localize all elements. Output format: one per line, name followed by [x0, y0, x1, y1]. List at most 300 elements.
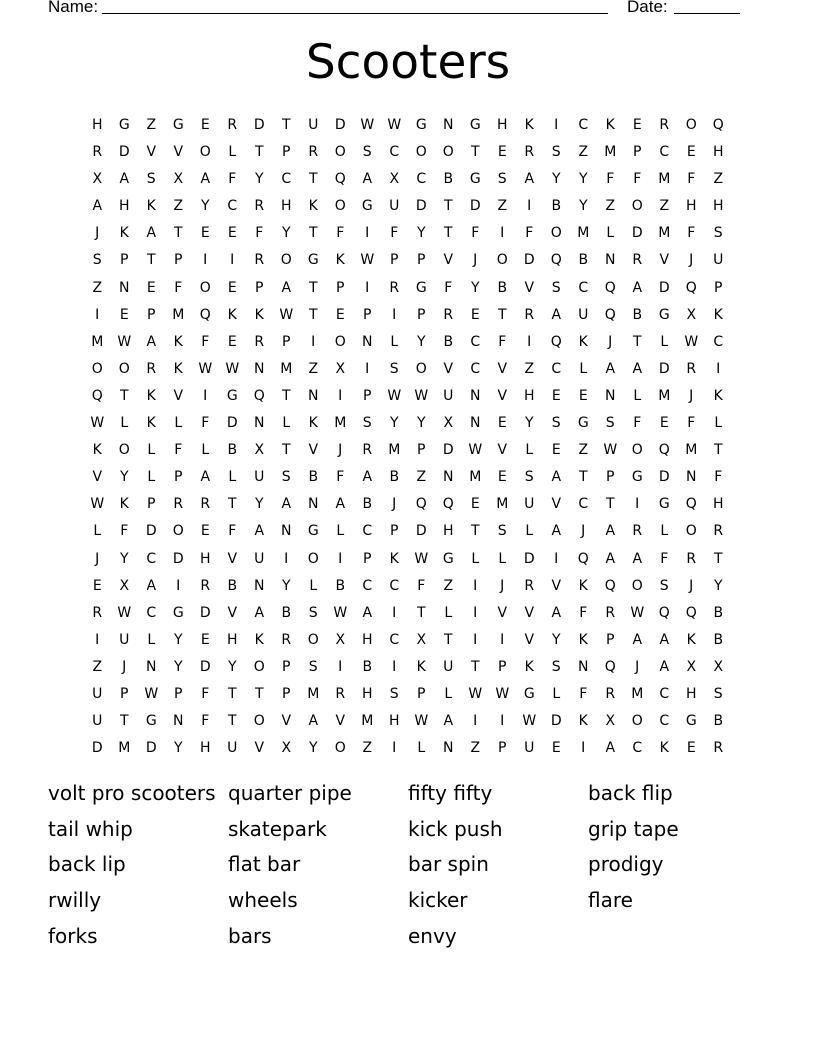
grid-letter[interactable]: R [254, 333, 265, 350]
grid-letter[interactable]: U [443, 658, 454, 675]
grid-letter[interactable]: R [173, 496, 184, 513]
grid-letter[interactable]: K [119, 496, 130, 513]
grid-letter[interactable]: Y [200, 198, 211, 215]
grid-letter[interactable]: S [551, 144, 562, 161]
grid-letter[interactable]: L [201, 442, 210, 459]
grid-letter[interactable]: W [360, 252, 375, 269]
grid-letter[interactable]: G [172, 604, 185, 621]
grid-letter[interactable]: M [496, 496, 509, 513]
grid-letter[interactable]: R [524, 144, 535, 161]
grid-letter[interactable]: N [686, 469, 697, 486]
grid-letter[interactable]: A [659, 658, 670, 675]
grid-letter[interactable]: Q [685, 496, 698, 513]
grid-letter[interactable]: V [173, 387, 184, 404]
grid-letter[interactable]: A [200, 469, 211, 486]
grid-letter[interactable]: U [92, 685, 103, 702]
grid-letter[interactable]: B [497, 279, 508, 296]
grid-letter[interactable]: K [146, 198, 157, 215]
grid-letter[interactable]: I [230, 252, 235, 269]
grid-letter[interactable]: P [120, 252, 129, 269]
grid-letter[interactable]: L [498, 550, 507, 567]
grid-letter[interactable]: T [173, 225, 184, 242]
grid-letter[interactable]: G [415, 117, 428, 133]
grid-letter[interactable]: A [632, 360, 643, 377]
grid-letter[interactable]: P [147, 496, 156, 513]
grid-letter[interactable]: J [392, 496, 397, 513]
grid-letter[interactable]: C [578, 496, 589, 513]
grid-letter[interactable]: V [227, 550, 238, 567]
grid-letter[interactable]: A [551, 604, 562, 621]
grid-letter[interactable]: P [282, 685, 291, 702]
grid-letter[interactable]: J [95, 225, 100, 242]
grid-letter[interactable]: G [577, 415, 590, 432]
grid-letter[interactable]: M [631, 685, 644, 702]
grid-letter[interactable]: V [92, 469, 103, 486]
grid-letter[interactable]: G [361, 198, 374, 215]
grid-letter[interactable]: T [281, 387, 292, 404]
grid-letter[interactable]: H [361, 631, 374, 648]
grid-letter[interactable]: W [414, 387, 429, 404]
grid-letter[interactable]: E [227, 225, 238, 242]
grid-letter[interactable]: F [201, 415, 210, 432]
grid-letter[interactable]: U [254, 550, 265, 567]
grid-letter[interactable]: T [146, 252, 157, 269]
grid-letter[interactable]: G [172, 117, 185, 133]
grid-letter[interactable]: T [254, 144, 265, 161]
grid-letter[interactable]: N [470, 387, 481, 404]
grid-letter[interactable]: M [604, 144, 617, 161]
grid-letter[interactable]: B [362, 658, 373, 675]
grid-letter[interactable]: D [226, 415, 239, 432]
grid-letter[interactable]: Y [281, 577, 292, 594]
grid-letter[interactable]: I [554, 550, 559, 567]
grid-letter[interactable]: T [308, 279, 319, 296]
grid-letter[interactable]: E [200, 523, 211, 540]
grid-letter[interactable]: O [253, 658, 266, 675]
grid-letter[interactable]: P [282, 333, 291, 350]
grid-letter[interactable]: F [579, 604, 588, 621]
grid-letter[interactable]: V [173, 144, 184, 161]
grid-letter[interactable]: X [443, 415, 454, 432]
grid-letter[interactable]: K [146, 387, 157, 404]
grid-letter[interactable]: K [173, 333, 184, 350]
grid-letter[interactable]: W [387, 117, 402, 133]
grid-letter[interactable]: D [145, 740, 158, 757]
grid-letter[interactable]: D [523, 252, 536, 269]
grid-letter[interactable]: K [335, 252, 346, 269]
grid-letter[interactable]: Q [550, 333, 563, 350]
grid-letter[interactable]: I [95, 631, 100, 648]
grid-letter[interactable]: P [363, 550, 372, 567]
grid-letter[interactable]: P [282, 658, 291, 675]
grid-letter[interactable]: S [497, 171, 508, 188]
grid-letter[interactable]: F [336, 469, 345, 486]
grid-letter[interactable]: J [95, 550, 100, 567]
grid-letter[interactable]: I [176, 577, 181, 594]
grid-letter[interactable]: V [281, 713, 292, 730]
grid-letter[interactable]: R [713, 740, 724, 757]
grid-letter[interactable]: F [201, 333, 210, 350]
grid-letter[interactable]: I [500, 225, 505, 242]
grid-letter[interactable]: I [311, 333, 316, 350]
grid-letter[interactable]: W [90, 415, 105, 432]
grid-letter[interactable]: H [361, 685, 374, 702]
grid-letter[interactable]: H [226, 631, 239, 648]
grid-letter[interactable]: I [203, 252, 208, 269]
grid-letter[interactable]: E [551, 740, 562, 757]
grid-letter[interactable]: A [632, 550, 643, 567]
grid-letter[interactable]: I [392, 658, 397, 675]
grid-letter[interactable]: A [200, 171, 211, 188]
grid-letter[interactable]: Q [712, 117, 725, 133]
grid-letter[interactable]: O [631, 713, 644, 730]
grid-letter[interactable]: A [146, 225, 157, 242]
grid-letter[interactable]: F [525, 225, 534, 242]
grid-letter[interactable]: B [443, 171, 454, 188]
grid-letter[interactable]: W [468, 685, 483, 702]
grid-letter[interactable]: M [685, 442, 698, 459]
grid-letter[interactable]: F [444, 279, 453, 296]
grid-letter[interactable]: P [417, 252, 426, 269]
grid-letter[interactable]: C [578, 279, 589, 296]
grid-letter[interactable]: F [255, 225, 264, 242]
grid-letter[interactable]: O [280, 252, 293, 269]
grid-letter[interactable]: A [146, 333, 157, 350]
grid-letter[interactable]: Q [442, 496, 455, 513]
grid-letter[interactable]: A [524, 171, 535, 188]
grid-letter[interactable]: W [495, 685, 510, 702]
grid-letter[interactable]: T [443, 225, 454, 242]
grid-letter[interactable]: M [280, 360, 293, 377]
grid-letter[interactable]: P [147, 306, 156, 323]
grid-letter[interactable]: Z [578, 144, 589, 161]
grid-letter[interactable]: X [254, 442, 265, 459]
grid-letter[interactable]: H [91, 117, 104, 133]
grid-letter[interactable]: T [281, 117, 292, 133]
grid-letter[interactable]: C [227, 198, 238, 215]
grid-letter[interactable]: Q [253, 387, 266, 404]
grid-letter[interactable]: Q [199, 306, 212, 323]
grid-letter[interactable]: W [522, 713, 537, 730]
grid-letter[interactable]: C [146, 604, 157, 621]
grid-letter[interactable]: E [200, 631, 211, 648]
grid-letter[interactable]: I [473, 604, 478, 621]
grid-letter[interactable]: B [632, 306, 643, 323]
grid-letter[interactable]: Z [497, 198, 508, 215]
grid-letter[interactable]: Q [604, 577, 617, 594]
grid-letter[interactable]: Y [389, 415, 400, 432]
grid-letter[interactable]: E [200, 117, 211, 133]
grid-letter[interactable]: S [551, 415, 562, 432]
grid-letter[interactable]: T [713, 442, 724, 459]
grid-letter[interactable]: W [333, 604, 348, 621]
grid-letter[interactable]: L [471, 550, 480, 567]
grid-letter[interactable]: M [118, 740, 131, 757]
grid-letter[interactable]: I [527, 198, 532, 215]
grid-letter[interactable]: W [414, 713, 429, 730]
grid-letter[interactable]: M [361, 713, 374, 730]
grid-letter[interactable]: J [689, 577, 694, 594]
grid-letter[interactable]: O [685, 523, 698, 540]
grid-letter[interactable]: N [119, 279, 130, 296]
grid-letter[interactable]: F [471, 225, 480, 242]
grid-letter[interactable]: M [658, 387, 671, 404]
grid-letter[interactable]: F [174, 279, 183, 296]
grid-letter[interactable]: D [523, 550, 536, 567]
grid-letter[interactable]: F [633, 415, 642, 432]
grid-letter[interactable]: Q [577, 550, 590, 567]
grid-letter[interactable]: W [117, 604, 132, 621]
grid-letter[interactable]: B [389, 469, 400, 486]
grid-letter[interactable]: L [147, 631, 156, 648]
grid-letter[interactable]: N [254, 360, 265, 377]
grid-letter[interactable]: H [712, 144, 725, 161]
grid-letter[interactable]: U [308, 117, 319, 133]
grid-letter[interactable]: L [120, 415, 129, 432]
grid-letter[interactable]: Y [416, 225, 427, 242]
grid-letter[interactable]: P [174, 685, 183, 702]
grid-letter[interactable]: K [119, 225, 130, 242]
grid-letter[interactable]: N [146, 658, 157, 675]
grid-letter[interactable]: G [442, 550, 455, 567]
grid-letter[interactable]: D [658, 279, 671, 296]
grid-letter[interactable]: H [712, 198, 725, 215]
grid-letter[interactable]: S [551, 279, 562, 296]
grid-letter[interactable]: C [659, 713, 670, 730]
grid-letter[interactable]: N [308, 387, 319, 404]
grid-letter[interactable]: D [91, 740, 104, 757]
grid-letter[interactable]: O [334, 198, 347, 215]
grid-letter[interactable]: O [172, 523, 185, 540]
grid-letter[interactable]: L [282, 415, 291, 432]
grid-letter[interactable]: P [714, 279, 723, 296]
grid-letter[interactable]: T [632, 333, 643, 350]
grid-letter[interactable]: U [119, 631, 130, 648]
grid-letter[interactable]: P [363, 306, 372, 323]
grid-letter[interactable]: L [336, 523, 345, 540]
grid-letter[interactable]: M [658, 225, 671, 242]
grid-letter[interactable]: F [498, 333, 507, 350]
grid-letter[interactable]: O [442, 144, 455, 161]
grid-letter[interactable]: O [415, 360, 428, 377]
grid-letter[interactable]: S [713, 225, 724, 242]
grid-letter[interactable]: T [605, 496, 616, 513]
grid-letter[interactable]: Z [605, 198, 616, 215]
grid-letter[interactable]: O [118, 442, 131, 459]
grid-letter[interactable]: C [389, 144, 400, 161]
grid-letter[interactable]: T [308, 171, 319, 188]
grid-letter[interactable]: F [417, 577, 426, 594]
grid-letter[interactable]: E [227, 279, 238, 296]
grid-letter[interactable]: G [658, 306, 671, 323]
grid-letter[interactable]: G [631, 469, 644, 486]
grid-letter[interactable]: P [255, 279, 264, 296]
grid-letter[interactable]: E [200, 225, 211, 242]
grid-letter[interactable]: W [144, 685, 159, 702]
grid-letter[interactable]: J [635, 658, 640, 675]
grid-letter[interactable]: F [174, 442, 183, 459]
grid-letter[interactable]: O [550, 225, 563, 242]
grid-letter[interactable]: D [334, 117, 347, 133]
grid-letter[interactable]: H [523, 387, 536, 404]
grid-letter[interactable]: E [146, 279, 157, 296]
grid-letter[interactable]: K [92, 442, 103, 459]
grid-letter[interactable]: V [497, 442, 508, 459]
grid-letter[interactable]: B [578, 252, 589, 269]
grid-letter[interactable]: I [554, 117, 559, 133]
grid-letter[interactable]: R [362, 442, 373, 459]
grid-letter[interactable]: R [92, 604, 103, 621]
grid-letter[interactable]: H [685, 685, 698, 702]
grid-letter[interactable]: L [147, 442, 156, 459]
grid-letter[interactable]: C [578, 117, 589, 133]
grid-letter[interactable]: K [254, 306, 265, 323]
grid-letter[interactable]: W [468, 442, 483, 459]
grid-letter[interactable]: R [227, 117, 238, 133]
grid-letter[interactable]: A [551, 523, 562, 540]
grid-letter[interactable]: G [469, 117, 482, 133]
grid-letter[interactable]: N [308, 496, 319, 513]
grid-letter[interactable]: V [146, 144, 157, 161]
grid-letter[interactable]: R [713, 523, 724, 540]
grid-letter[interactable]: M [334, 415, 347, 432]
grid-letter[interactable]: E [227, 333, 238, 350]
grid-letter[interactable]: G [469, 171, 482, 188]
grid-letter[interactable]: Q [550, 252, 563, 269]
grid-letter[interactable]: T [227, 685, 238, 702]
grid-letter[interactable]: T [470, 144, 481, 161]
grid-letter[interactable]: A [632, 279, 643, 296]
grid-letter[interactable]: G [307, 523, 320, 540]
grid-letter[interactable]: K [686, 631, 697, 648]
grid-letter[interactable]: S [605, 415, 616, 432]
grid-letter[interactable]: D [469, 198, 482, 215]
grid-letter[interactable]: Y [524, 415, 535, 432]
grid-letter[interactable]: G [226, 387, 239, 404]
grid-letter[interactable]: X [686, 658, 697, 675]
grid-letter[interactable]: T [254, 685, 265, 702]
grid-letter[interactable]: J [581, 523, 586, 540]
grid-letter[interactable]: P [174, 469, 183, 486]
grid-letter[interactable]: A [146, 577, 157, 594]
grid-letter[interactable]: O [118, 360, 131, 377]
grid-letter[interactable]: Z [659, 198, 670, 215]
grid-letter[interactable]: V [551, 577, 562, 594]
grid-letter[interactable]: T [497, 306, 508, 323]
grid-letter[interactable]: S [389, 685, 400, 702]
grid-letter[interactable]: A [362, 469, 373, 486]
grid-letter[interactable]: Z [470, 740, 481, 757]
grid-letter[interactable]: M [91, 333, 104, 350]
grid-letter[interactable]: T [416, 604, 427, 621]
grid-letter[interactable]: C [713, 333, 724, 350]
grid-letter[interactable]: I [365, 360, 370, 377]
grid-letter[interactable]: X [119, 577, 130, 594]
grid-letter[interactable]: Q [604, 306, 617, 323]
grid-letter[interactable]: D [199, 658, 212, 675]
grid-letter[interactable]: E [119, 306, 130, 323]
grid-letter[interactable]: L [444, 685, 453, 702]
grid-letter[interactable]: W [630, 604, 645, 621]
grid-letter[interactable]: F [390, 225, 399, 242]
grid-letter[interactable]: P [633, 144, 642, 161]
grid-letter[interactable]: M [388, 442, 401, 459]
grid-letter[interactable]: L [660, 523, 669, 540]
grid-letter[interactable]: A [254, 523, 265, 540]
grid-letter[interactable]: Y [173, 658, 184, 675]
grid-letter[interactable]: K [146, 415, 157, 432]
grid-letter[interactable]: T [227, 713, 238, 730]
grid-letter[interactable]: K [659, 740, 670, 757]
grid-letter[interactable]: S [146, 171, 157, 188]
grid-letter[interactable]: L [417, 740, 426, 757]
grid-letter[interactable]: X [173, 171, 184, 188]
grid-letter[interactable]: V [659, 252, 670, 269]
grid-letter[interactable]: L [579, 360, 588, 377]
grid-letter[interactable]: A [443, 713, 454, 730]
grid-letter[interactable]: S [551, 658, 562, 675]
grid-letter[interactable]: P [363, 387, 372, 404]
grid-letter[interactable]: P [282, 144, 291, 161]
grid-letter[interactable]: Q [604, 279, 617, 296]
grid-letter[interactable]: Y [254, 496, 265, 513]
grid-letter[interactable]: D [658, 469, 671, 486]
grid-letter[interactable]: O [307, 550, 320, 567]
grid-letter[interactable]: U [524, 496, 535, 513]
grid-letter[interactable]: V [227, 604, 238, 621]
grid-letter[interactable]: C [659, 685, 670, 702]
grid-letter[interactable]: S [497, 523, 508, 540]
grid-letter[interactable]: N [443, 117, 454, 133]
grid-letter[interactable]: L [606, 225, 615, 242]
grid-letter[interactable]: Y [470, 279, 481, 296]
grid-letter[interactable]: L [228, 144, 237, 161]
grid-letter[interactable]: A [119, 171, 130, 188]
grid-letter[interactable]: R [632, 523, 643, 540]
grid-letter[interactable]: W [279, 306, 294, 323]
grid-letter[interactable]: K [605, 117, 616, 133]
grid-letter[interactable]: R [254, 198, 265, 215]
grid-letter[interactable]: K [578, 333, 589, 350]
grid-letter[interactable]: I [473, 577, 478, 594]
grid-letter[interactable]: G [118, 117, 131, 133]
grid-letter[interactable]: I [635, 496, 640, 513]
grid-letter[interactable]: J [689, 387, 694, 404]
grid-letter[interactable]: D [442, 442, 455, 459]
grid-letter[interactable]: I [392, 740, 397, 757]
grid-letter[interactable]: P [120, 685, 129, 702]
grid-letter[interactable]: Q [334, 171, 347, 188]
grid-letter[interactable]: T [470, 658, 481, 675]
grid-letter[interactable]: C [362, 577, 373, 594]
grid-letter[interactable]: O [307, 631, 320, 648]
grid-letter[interactable]: X [605, 713, 616, 730]
grid-letter[interactable]: Z [713, 171, 724, 188]
grid-letter[interactable]: R [524, 306, 535, 323]
grid-letter[interactable]: J [122, 658, 127, 675]
grid-letter[interactable]: Y [119, 550, 130, 567]
grid-letter[interactable]: F [687, 225, 696, 242]
grid-letter[interactable]: I [203, 387, 208, 404]
grid-letter[interactable]: X [713, 658, 724, 675]
grid-letter[interactable]: I [284, 550, 289, 567]
grid-letter[interactable]: R [686, 550, 697, 567]
grid-letter[interactable]: L [525, 523, 534, 540]
grid-letter[interactable]: E [551, 442, 562, 459]
grid-letter[interactable]: U [443, 387, 454, 404]
grid-letter[interactable]: W [603, 442, 618, 459]
grid-letter[interactable]: H [442, 523, 455, 540]
